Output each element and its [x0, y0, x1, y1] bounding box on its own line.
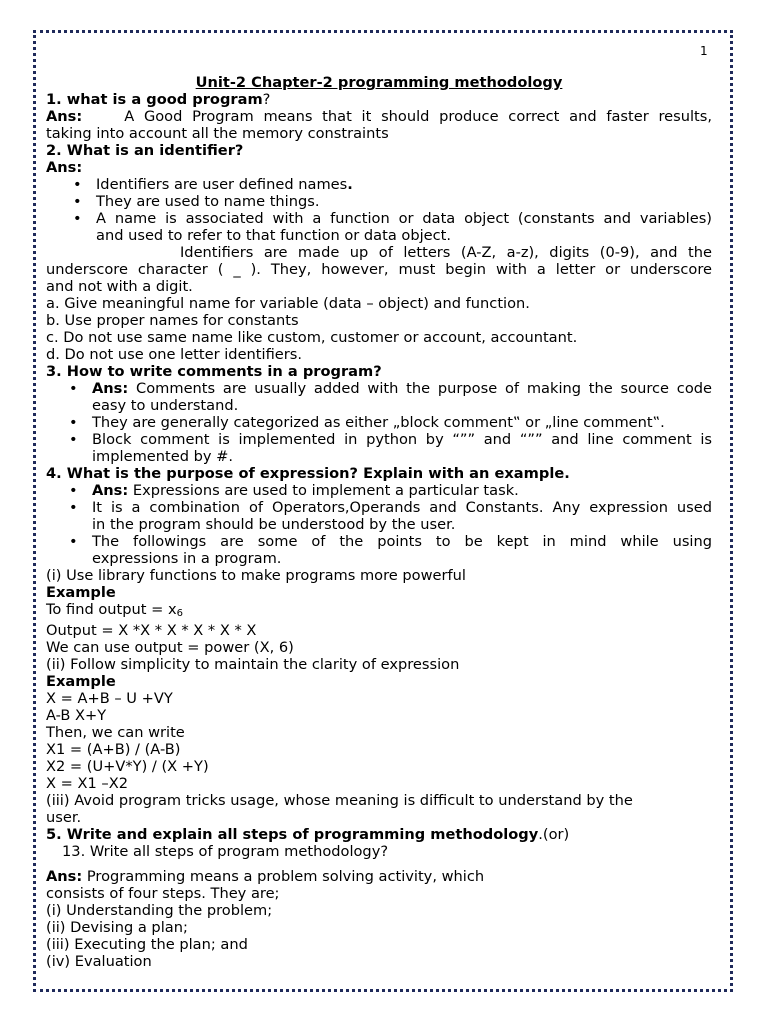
list-item-continued: expressions in a program. — [92, 550, 282, 567]
answer-5-line-2: consists of four steps. They are; — [46, 885, 280, 902]
list-item: • They are generally categorized as either „block comment‟ or „line comment‟. — [69, 414, 665, 431]
step-3: (iii) Executing the plan; and — [46, 936, 248, 953]
example-line: We can use output = power (X, 6) — [46, 639, 294, 656]
example-line: X = X1 –X2 — [46, 775, 129, 792]
example-line: Output = X *X * X * X * X * X — [46, 622, 257, 639]
spacer — [46, 860, 712, 868]
example-line: X1 = (A+B) / (A-B) — [46, 741, 181, 758]
bullet-icon: • — [69, 431, 78, 448]
example-line: X2 = (U+V*Y) / (X +Y) — [46, 758, 209, 775]
list-item: • It is a combination of Operators,Operands and Constants. Any expression used — [69, 499, 712, 516]
point-ii: (ii) Follow simplicity to maintain the clarity of expression — [46, 656, 460, 673]
bullet-icon: • — [73, 176, 82, 193]
list-item: • The followings are some of the points to be kept in mind while using — [69, 533, 712, 550]
list-item-continued: easy to understand. — [92, 397, 239, 414]
example-line: To find output = $x_6$ — [46, 601, 183, 619]
example-line: A-B X+Y — [46, 707, 107, 724]
bullet-icon: • — [73, 193, 82, 210]
bullet-icon: • — [69, 380, 78, 397]
page-number: 1 — [700, 44, 708, 58]
question-13: 13. Write all steps of program methodology? — [62, 843, 389, 860]
bullet-icon: • — [69, 482, 78, 499]
list-item: • They are used to name things. — [73, 193, 320, 210]
list-item-continued: in the program should be understood by the user. — [92, 516, 456, 533]
example-line: X = A+B – U +VY — [46, 690, 173, 707]
list-item: • Ans: Comments are usually added with the purpose of making the source code — [69, 380, 712, 397]
list-item-continued: implemented by #. — [92, 448, 234, 465]
example-line: Then, we can write — [46, 724, 185, 741]
question-3: 3. How to write comments in a program? — [46, 363, 382, 380]
list-item: • A name is associated with a function or data object (constants and variables) — [73, 210, 712, 227]
step-2: (ii) Devising a plan; — [46, 919, 188, 936]
step-4: (iv) Evaluation — [46, 953, 152, 970]
identifier-rules-line-2: underscore character ( _ ). They, however, must begin with a letter or underscore — [46, 261, 712, 278]
identifier-rules-line-3: and not with a digit. — [46, 278, 193, 295]
question-2: 2. What is an identifier? — [46, 142, 244, 159]
list-item: • Block comment is implemented in python by “”” and “”” and line comment is — [69, 431, 712, 448]
point-i: (i) Use library functions to make programs more powerful — [46, 567, 466, 584]
answer-1-line-2: taking into account all the memory constraints — [46, 125, 389, 142]
question-4: 4. What is the purpose of expression? Explain with an example. — [46, 465, 570, 482]
step-1: (i) Understanding the problem; — [46, 902, 273, 919]
rule-c: c. Do not use same name like custom, customer or account, accountant. — [46, 329, 578, 346]
identifier-rules-line-1: Identifiers are made up of letters (A-Z, a-z), digits (0-9), and the — [180, 244, 712, 261]
bullet-icon: • — [69, 499, 78, 516]
question-1: 1. what is a good program? — [46, 91, 271, 108]
rule-a: a. Give meaningful name for variable (data – object) and function. — [46, 295, 530, 312]
answer-1-line-1: Ans: A Good Program means that it should produce correct and faster results, — [46, 108, 712, 125]
list-item-continued: and used to refer to that function or data object. — [96, 227, 452, 244]
question-5: 5. Write and explain all steps of programming methodology.(or) — [46, 826, 570, 843]
bullet-icon: • — [69, 533, 78, 550]
bullet-icon: • — [73, 210, 82, 227]
list-item: • Identifiers are user defined names. — [73, 176, 353, 193]
example-heading: Example — [46, 584, 116, 601]
point-iii-continued: user. — [46, 809, 82, 826]
answer-2-label: Ans: — [46, 159, 83, 176]
point-iii: (iii) Avoid program tricks usage, whose meaning is difficult to understand by the — [46, 792, 633, 809]
rule-b: b. Use proper names for constants — [46, 312, 299, 329]
answer-5-line-1: Ans: Programming means a problem solving activity, which — [46, 868, 485, 885]
rule-d: d. Do not use one letter identifiers. — [46, 346, 302, 363]
page-title: Unit-2 Chapter-2 programming methodology — [195, 74, 563, 91]
document-body — [46, 74, 712, 970]
bullet-icon: • — [69, 414, 78, 431]
list-item: • Ans: Expressions are used to implement a particular task. — [69, 482, 519, 499]
example-heading: Example — [46, 673, 116, 690]
